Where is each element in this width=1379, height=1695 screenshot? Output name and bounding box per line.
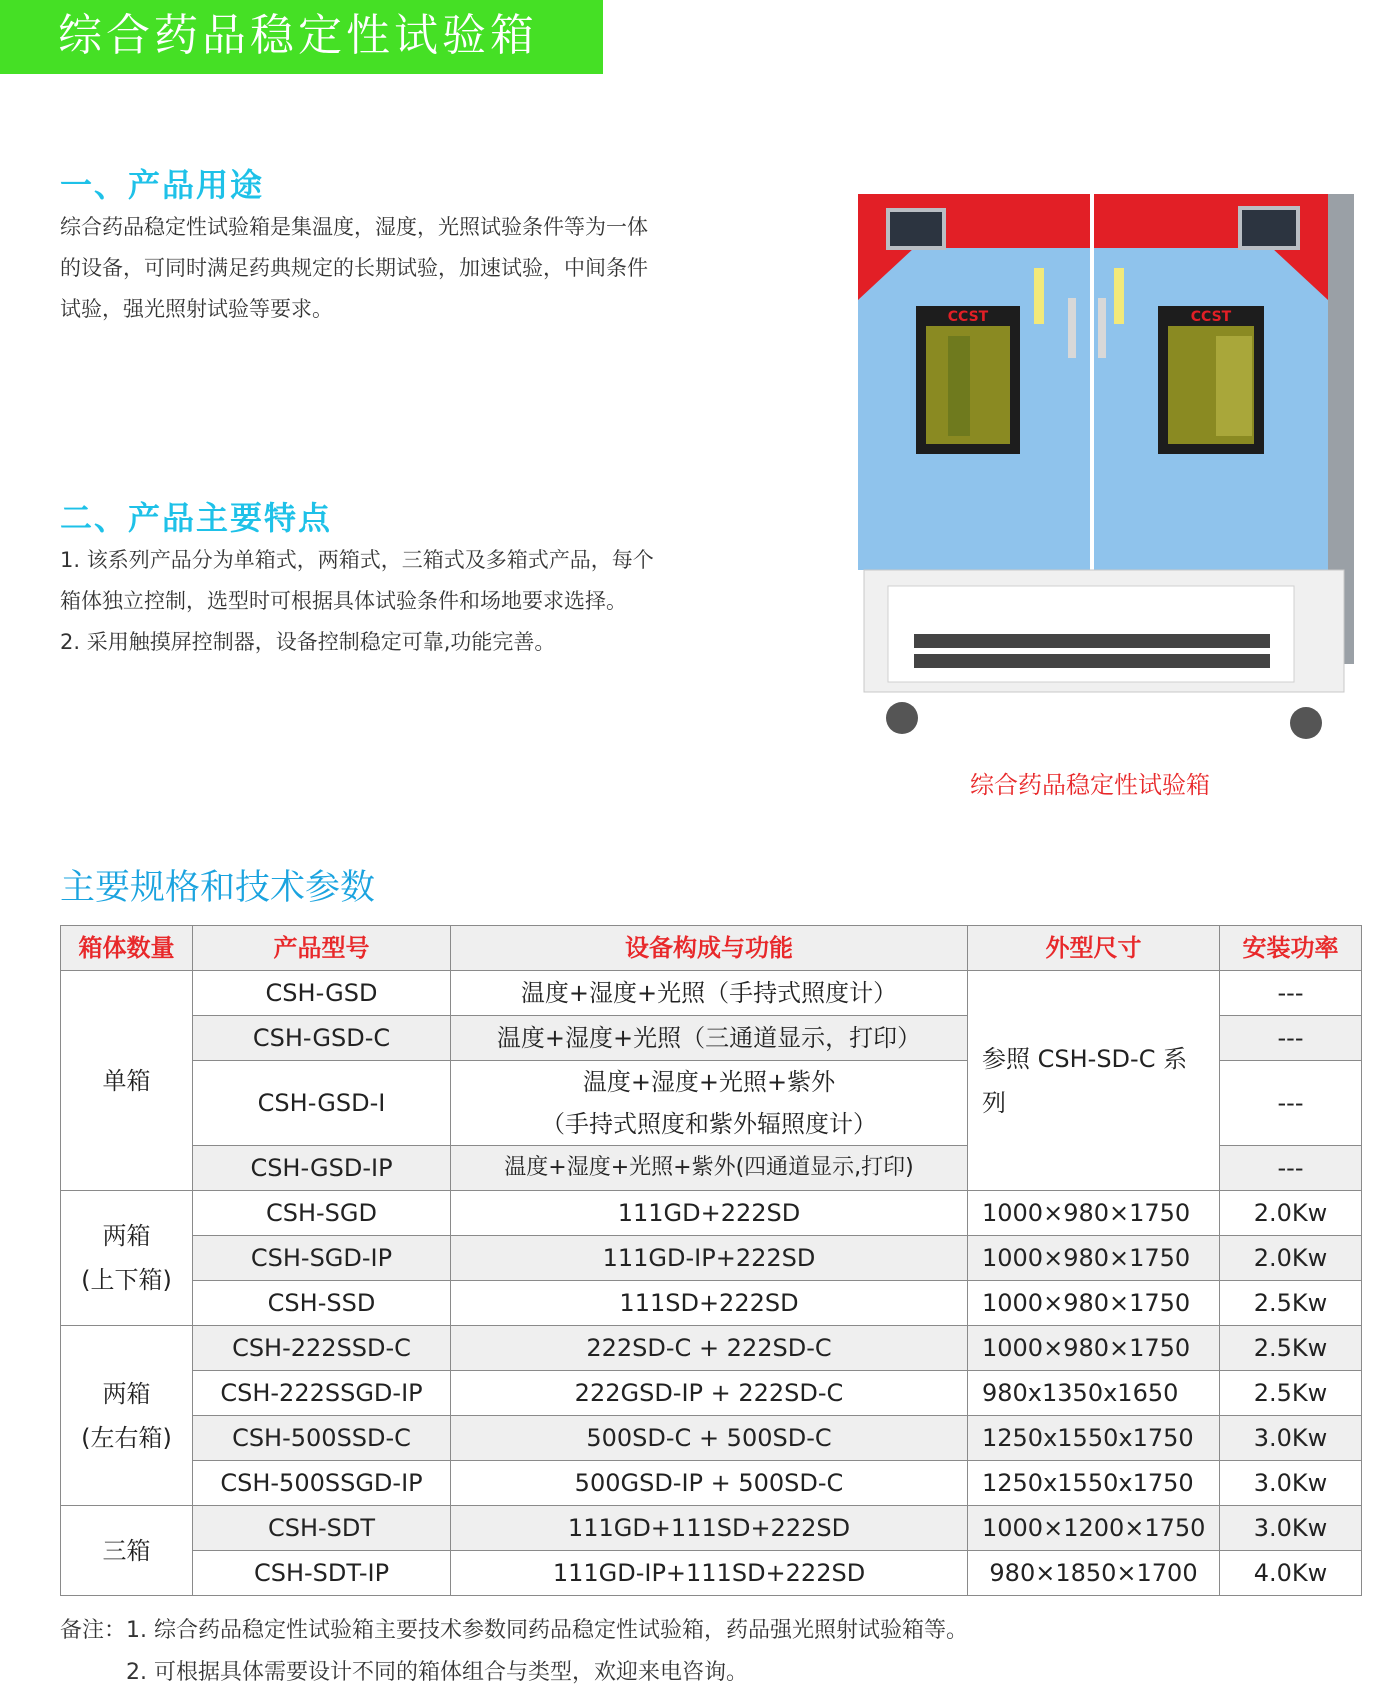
feature-line: 2. 采用触摸屏控制器，设备控制稳定可靠,功能完善。 bbox=[60, 630, 556, 654]
group-cell-two-updown bbox=[61, 1191, 193, 1326]
model-cell: CSH-SGD bbox=[193, 1191, 451, 1236]
function-cell: 111SD+222SD bbox=[451, 1281, 968, 1326]
power-cell: 2.0Kw bbox=[1220, 1191, 1362, 1236]
power-cell: 2.5Kw bbox=[1220, 1371, 1362, 1416]
model-cell: CSH-SGD-IP bbox=[193, 1236, 451, 1281]
function-cell: 500GSD-IP + 500SD-C bbox=[451, 1461, 968, 1506]
power-cell: --- bbox=[1220, 971, 1362, 1016]
col-header-quantity: 箱体数量 bbox=[61, 926, 193, 971]
table-header-row bbox=[61, 926, 1362, 971]
table-row bbox=[61, 1551, 1362, 1596]
group-line: (上下箱) bbox=[81, 1266, 172, 1294]
door-logo: CCST bbox=[1190, 309, 1232, 325]
touchscreen-controller bbox=[888, 210, 944, 248]
power-cell: 2.5Kw bbox=[1220, 1326, 1362, 1371]
function-cell: 111GD+222SD bbox=[451, 1191, 968, 1236]
size-cell: 1000×980×1750 bbox=[968, 1236, 1220, 1281]
size-cell: 1000×1200×1750 bbox=[968, 1506, 1220, 1551]
vent-grille bbox=[914, 654, 1270, 668]
model-cell: CSH-500SSGD-IP bbox=[193, 1461, 451, 1506]
right-chamber bbox=[1094, 194, 1328, 570]
vent-grille bbox=[914, 634, 1270, 648]
model-cell: CSH-GSD-C bbox=[193, 1016, 451, 1061]
spec-heading: 主要规格和技术参数 bbox=[60, 868, 376, 908]
col-header-model: 产品型号 bbox=[193, 926, 451, 971]
model-cell: CSH-GSD-IP bbox=[193, 1146, 451, 1191]
function-cell: 温度+湿度+光照（手持式照度计） bbox=[451, 971, 968, 1016]
power-cell: 3.0Kw bbox=[1220, 1506, 1362, 1551]
notes bbox=[60, 1610, 968, 1694]
feature-line: 1. 该系列产品分为单箱式，两箱式，三箱式及多箱式产品，每个 bbox=[60, 548, 654, 572]
table-row bbox=[61, 1191, 1362, 1236]
size-cell: 1000×980×1750 bbox=[968, 1191, 1220, 1236]
section-heading-features: 二、产品主要特点 bbox=[60, 499, 333, 537]
power-cell: 4.0Kw bbox=[1220, 1551, 1362, 1596]
table-row bbox=[61, 1416, 1362, 1461]
model-cell: CSH-SDT bbox=[193, 1506, 451, 1551]
table-row bbox=[61, 1236, 1362, 1281]
table-row bbox=[61, 1371, 1362, 1416]
usage-paragraph bbox=[60, 207, 740, 330]
size-cell-single bbox=[968, 971, 1220, 1191]
size-cell: 1250x1550x1750 bbox=[968, 1416, 1220, 1461]
touchscreen-controller bbox=[1240, 208, 1298, 248]
model-cell: CSH-SSD bbox=[193, 1281, 451, 1326]
page-title: 综合药品稳定性试验箱 bbox=[58, 10, 538, 61]
product-caption: 综合药品稳定性试验箱 bbox=[970, 771, 1210, 799]
note-line-2: 2. 可根据具体需要设计不同的箱体组合与类型，欢迎来电咨询。 bbox=[126, 1660, 748, 1685]
function-cell bbox=[451, 1061, 968, 1146]
usage-line: 综合药品稳定性试验箱是集温度，湿度，光照试验条件等为一体 bbox=[60, 215, 648, 239]
size-line: 列 bbox=[982, 1088, 1006, 1117]
usage-line: 的设备，可同时满足药典规定的长期试验，加速试验，中间条件 bbox=[60, 256, 648, 280]
features-paragraph bbox=[60, 540, 740, 663]
power-cell: --- bbox=[1220, 1061, 1362, 1146]
function-cell: 111GD-IP+222SD bbox=[451, 1236, 968, 1281]
group-cell-single: 单箱 bbox=[61, 971, 193, 1191]
table-row bbox=[61, 971, 1362, 1016]
power-cell: 3.0Kw bbox=[1220, 1416, 1362, 1461]
size-cell: 1000×980×1750 bbox=[968, 1326, 1220, 1371]
model-cell: CSH-SDT-IP bbox=[193, 1551, 451, 1596]
size-cell: 980×1850×1700 bbox=[968, 1551, 1220, 1596]
size-cell: 1000×980×1750 bbox=[968, 1281, 1220, 1326]
function-cell: 222GSD-IP + 222SD-C bbox=[451, 1371, 968, 1416]
table-row bbox=[61, 1281, 1362, 1326]
function-cell: 500SD-C + 500SD-C bbox=[451, 1416, 968, 1461]
note-line-1: 备注：1. 综合药品稳定性试验箱主要技术参数同药品稳定性试验箱，药品强光照射试验箱等。 bbox=[60, 1618, 968, 1643]
usage-line: 试验，强光照射试验等要求。 bbox=[60, 297, 333, 321]
size-line: 参照 CSH-SD-C 系 bbox=[982, 1044, 1188, 1073]
power-cell: 2.0Kw bbox=[1220, 1236, 1362, 1281]
group-cell-two-leftright bbox=[61, 1326, 193, 1506]
size-cell: 1250x1550x1750 bbox=[968, 1461, 1220, 1506]
function-cell: 111GD-IP+111SD+222SD bbox=[451, 1551, 968, 1596]
group-line: 两箱 bbox=[102, 1222, 151, 1250]
model-cell: CSH-222SSGD-IP bbox=[193, 1371, 451, 1416]
function-cell: 温度+湿度+光照（三通道显示，打印） bbox=[451, 1016, 968, 1061]
table-row bbox=[61, 1506, 1362, 1551]
function-cell: 温度+湿度+光照+紫外(四通道显示,打印) bbox=[451, 1146, 968, 1191]
power-cell: 3.0Kw bbox=[1220, 1461, 1362, 1506]
table-row bbox=[61, 1326, 1362, 1371]
power-cell: --- bbox=[1220, 1146, 1362, 1191]
function-cell: 222SD-C + 222SD-C bbox=[451, 1326, 968, 1371]
col-header-function: 设备构成与功能 bbox=[451, 926, 968, 971]
section-heading-usage: 一、产品用途 bbox=[60, 166, 265, 204]
product-image bbox=[858, 188, 1358, 743]
size-cell: 980x1350x1650 bbox=[968, 1371, 1220, 1416]
function-line: （手持式照度和紫外辐照度计） bbox=[541, 1110, 877, 1138]
title-banner bbox=[0, 0, 603, 74]
power-cell: 2.5Kw bbox=[1220, 1281, 1362, 1326]
door-logo: CCST bbox=[947, 309, 989, 325]
left-chamber bbox=[858, 194, 1090, 570]
model-cell: CSH-GSD-I bbox=[193, 1061, 451, 1146]
function-cell: 111GD+111SD+222SD bbox=[451, 1506, 968, 1551]
group-line: 两箱 bbox=[102, 1379, 151, 1408]
feature-line: 箱体独立控制，选型时可根据具体试验条件和场地要求选择。 bbox=[60, 589, 627, 613]
group-cell-three: 三箱 bbox=[61, 1506, 193, 1596]
power-cell: --- bbox=[1220, 1016, 1362, 1061]
group-line: (左右箱) bbox=[81, 1423, 172, 1452]
model-cell: CSH-500SSD-C bbox=[193, 1416, 451, 1461]
function-line: 温度+湿度+光照+紫外 bbox=[582, 1068, 836, 1096]
col-header-size: 外型尺寸 bbox=[968, 926, 1220, 971]
model-cell: CSH-GSD bbox=[193, 971, 451, 1016]
caster-wheel bbox=[1290, 707, 1322, 739]
model-cell: CSH-222SSD-C bbox=[193, 1326, 451, 1371]
table-row bbox=[61, 1461, 1362, 1506]
col-header-power: 安装功率 bbox=[1220, 926, 1362, 971]
caster-wheel bbox=[886, 702, 918, 734]
spec-table bbox=[60, 925, 1362, 1596]
